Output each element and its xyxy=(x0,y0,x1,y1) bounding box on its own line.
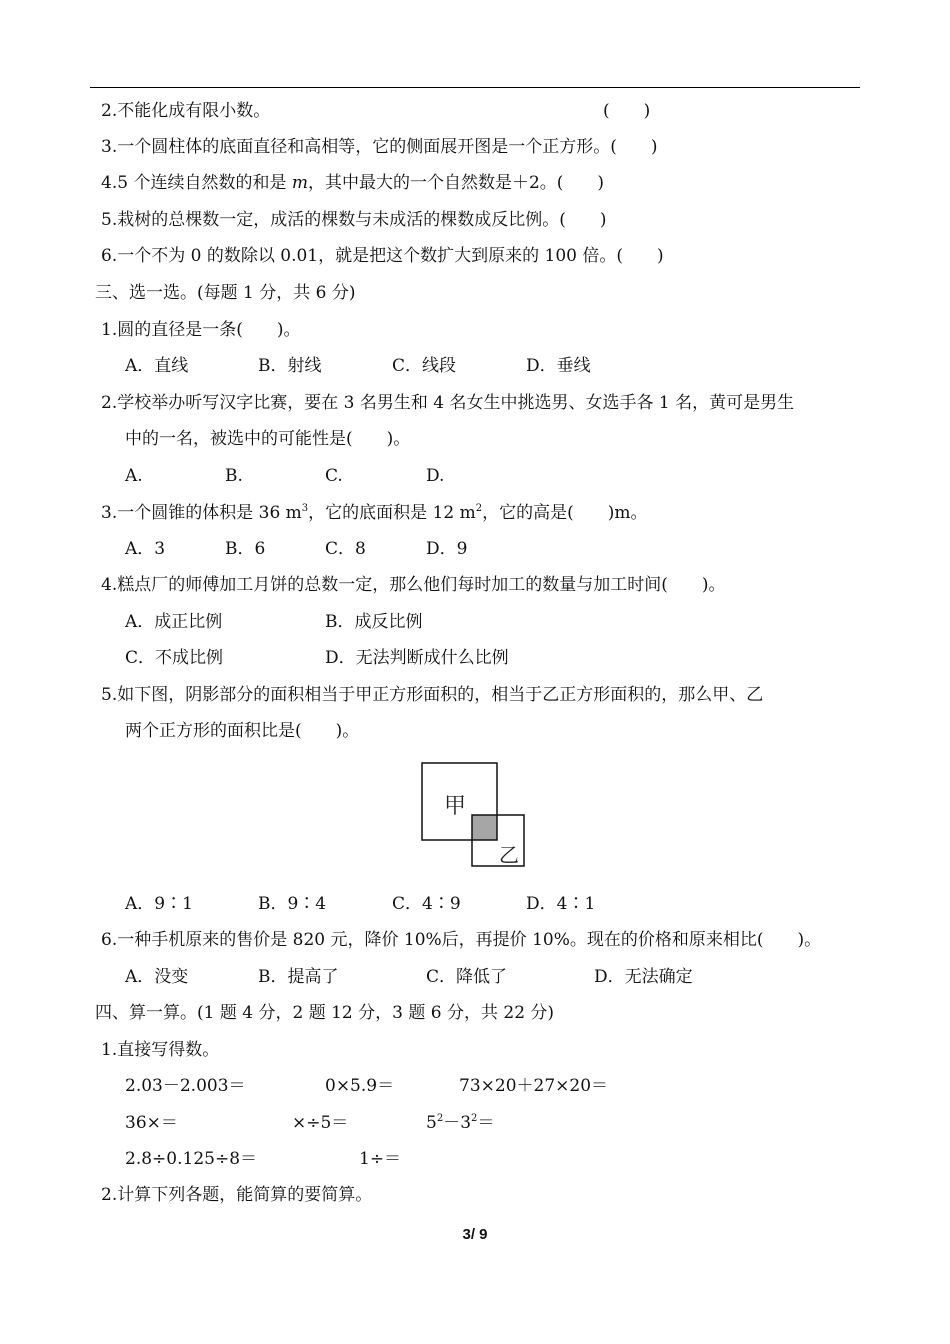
choice-q5-d: D．4∶1 xyxy=(526,894,596,914)
choice-q3-p2: ，它的底面积是 12 m xyxy=(308,503,476,523)
judge-q6: 6.一个不为 0 的数除以 0.01，就是把这个数扩大到原来的 100 倍。( ) xyxy=(101,246,664,266)
choice-q3-sup2: 2 xyxy=(475,503,483,514)
choice-q5-stem2: 两个正方形的面积比是( )。 xyxy=(125,721,360,741)
choice-q6-d: D．无法确定 xyxy=(594,967,693,987)
calc-r3c1: 2.8÷0.125÷8＝ xyxy=(125,1149,258,1169)
calc-q1-title: 1.直接写得数。 xyxy=(101,1040,220,1060)
choice-q2-a: A. xyxy=(125,466,143,486)
choice-q1-stem: 1.圆的直径是一条( )。 xyxy=(101,320,301,340)
choice-q4-b: B．成反比例 xyxy=(325,612,423,632)
choice-q5-a: A．9∶1 xyxy=(125,894,193,914)
choice-q3-c: C．8 xyxy=(325,539,366,559)
squares-svg xyxy=(415,758,535,873)
calc-r3c2: 1÷＝ xyxy=(359,1149,402,1169)
choice-q4-c: C．不成比例 xyxy=(125,648,224,668)
judge-q2 xyxy=(101,100,270,122)
calc-r2c3-sup1: 2 xyxy=(436,1113,444,1124)
choice-q6-c: C．降低了 xyxy=(426,967,508,987)
choice-q1-b: B．射线 xyxy=(258,356,322,376)
choice-q5-stem1: 5.如下图，阴影部分的面积相当于甲正方形面积的，相当于乙正方形面积的，那么甲、乙 xyxy=(101,685,764,705)
judge-q4-prefix: 4.5 个连续自然数的和是 xyxy=(101,173,292,193)
calc-r1c3: 73×20＋27×20＝ xyxy=(459,1076,609,1096)
calc-r2c3-p2: －3 xyxy=(443,1113,472,1133)
section3-heading: 三、选一选。(每题 1 分，共 6 分) xyxy=(95,283,356,303)
choice-q1-c: C．线段 xyxy=(392,356,457,376)
calc-r2c2: ×÷5＝ xyxy=(292,1113,349,1133)
choice-q3-sup1: 3 xyxy=(301,503,309,514)
calc-r1c1: 2.03－2.003＝ xyxy=(125,1076,246,1096)
calc-r2c3-p1: 5 xyxy=(426,1113,437,1133)
judge-q5: 5.栽树的总棵数一定，成活的棵数与未成活的棵数成反比例。( ) xyxy=(101,210,607,230)
choice-q4-a: A．成正比例 xyxy=(125,612,223,632)
choice-q3-p3: ，它的高是( )m。 xyxy=(482,503,648,523)
choice-q2-stem1: 2.学校举办听写汉字比赛，要在 3 名男生和 4 名女生中挑选男、女选手各 1 名，黄可是男生 xyxy=(101,393,795,413)
choice-q6-a: A．没变 xyxy=(125,967,189,987)
judge-q4 xyxy=(101,172,604,194)
choice-q6-stem: 6.一种手机原来的售价是 820 元，降价 10%后，再提价 10%。现在的价格和原来相比( )。 xyxy=(101,930,822,950)
choice-q2-d: D. xyxy=(426,466,445,486)
label-jia: 甲 xyxy=(444,794,467,819)
label-yi: 乙 xyxy=(499,843,519,867)
choice-q2-c: C. xyxy=(325,466,343,486)
calc-r2c3-sup2: 2 xyxy=(471,1113,478,1124)
calc-r2c3 xyxy=(426,1112,494,1134)
header-rule xyxy=(90,87,860,88)
choice-q3-p1: 3.一个圆锥的体积是 36 m xyxy=(101,503,302,523)
judge-q4-suffix: ，其中最大的一个自然数是＋2。( ) xyxy=(307,173,605,193)
choice-q3-d: D．9 xyxy=(426,539,468,559)
choice-q3-stem xyxy=(101,502,647,524)
section4-heading: 四、算一算。(1 题 4 分，2 题 12 分，3 题 6 分，共 22 分) xyxy=(95,1003,555,1023)
calc-r2c3-p3: ＝ xyxy=(477,1113,495,1133)
choice-q6-b: B．提高了 xyxy=(258,967,339,987)
shaded-overlap xyxy=(472,815,497,840)
choice-q1-a: A．直线 xyxy=(125,356,189,376)
judge-q4-var: m xyxy=(291,173,308,193)
choice-q4-d: D．无法判断成什么比例 xyxy=(325,648,509,668)
calc-q2-title: 2.计算下列各题，能简算的要简算。 xyxy=(101,1185,373,1205)
choice-q5-c: C．4∶9 xyxy=(392,894,461,914)
judge-q2-text: 2.不能化成有限小数。 xyxy=(101,101,271,121)
page-number: 3/ 9 xyxy=(462,1226,488,1243)
choice-q2-stem2: 中的一名，被选中的可能性是( )。 xyxy=(125,429,411,449)
choice-q3-b: B．6 xyxy=(225,539,266,559)
calc-r1c2: 0×5.9＝ xyxy=(325,1076,395,1096)
choice-q1-d: D．垂线 xyxy=(526,356,591,376)
choice-q3-a: A．3 xyxy=(125,539,166,559)
calc-r2c1: 36×＝ xyxy=(125,1113,178,1133)
choice-q5-b: B．9∶4 xyxy=(258,894,327,914)
choice-q4-stem: 4.糕点厂的师傅加工月饼的总数一定，那么他们每时加工的数量与加工时间( )。 xyxy=(101,575,726,595)
squares-figure xyxy=(415,758,535,873)
choice-q2-b: B. xyxy=(225,466,243,486)
judge-q2-bracket: ( ) xyxy=(603,101,651,121)
judge-q3: 3.一个圆柱体的底面直径和高相等，它的侧面展开图是一个正方形。( ) xyxy=(101,137,658,157)
